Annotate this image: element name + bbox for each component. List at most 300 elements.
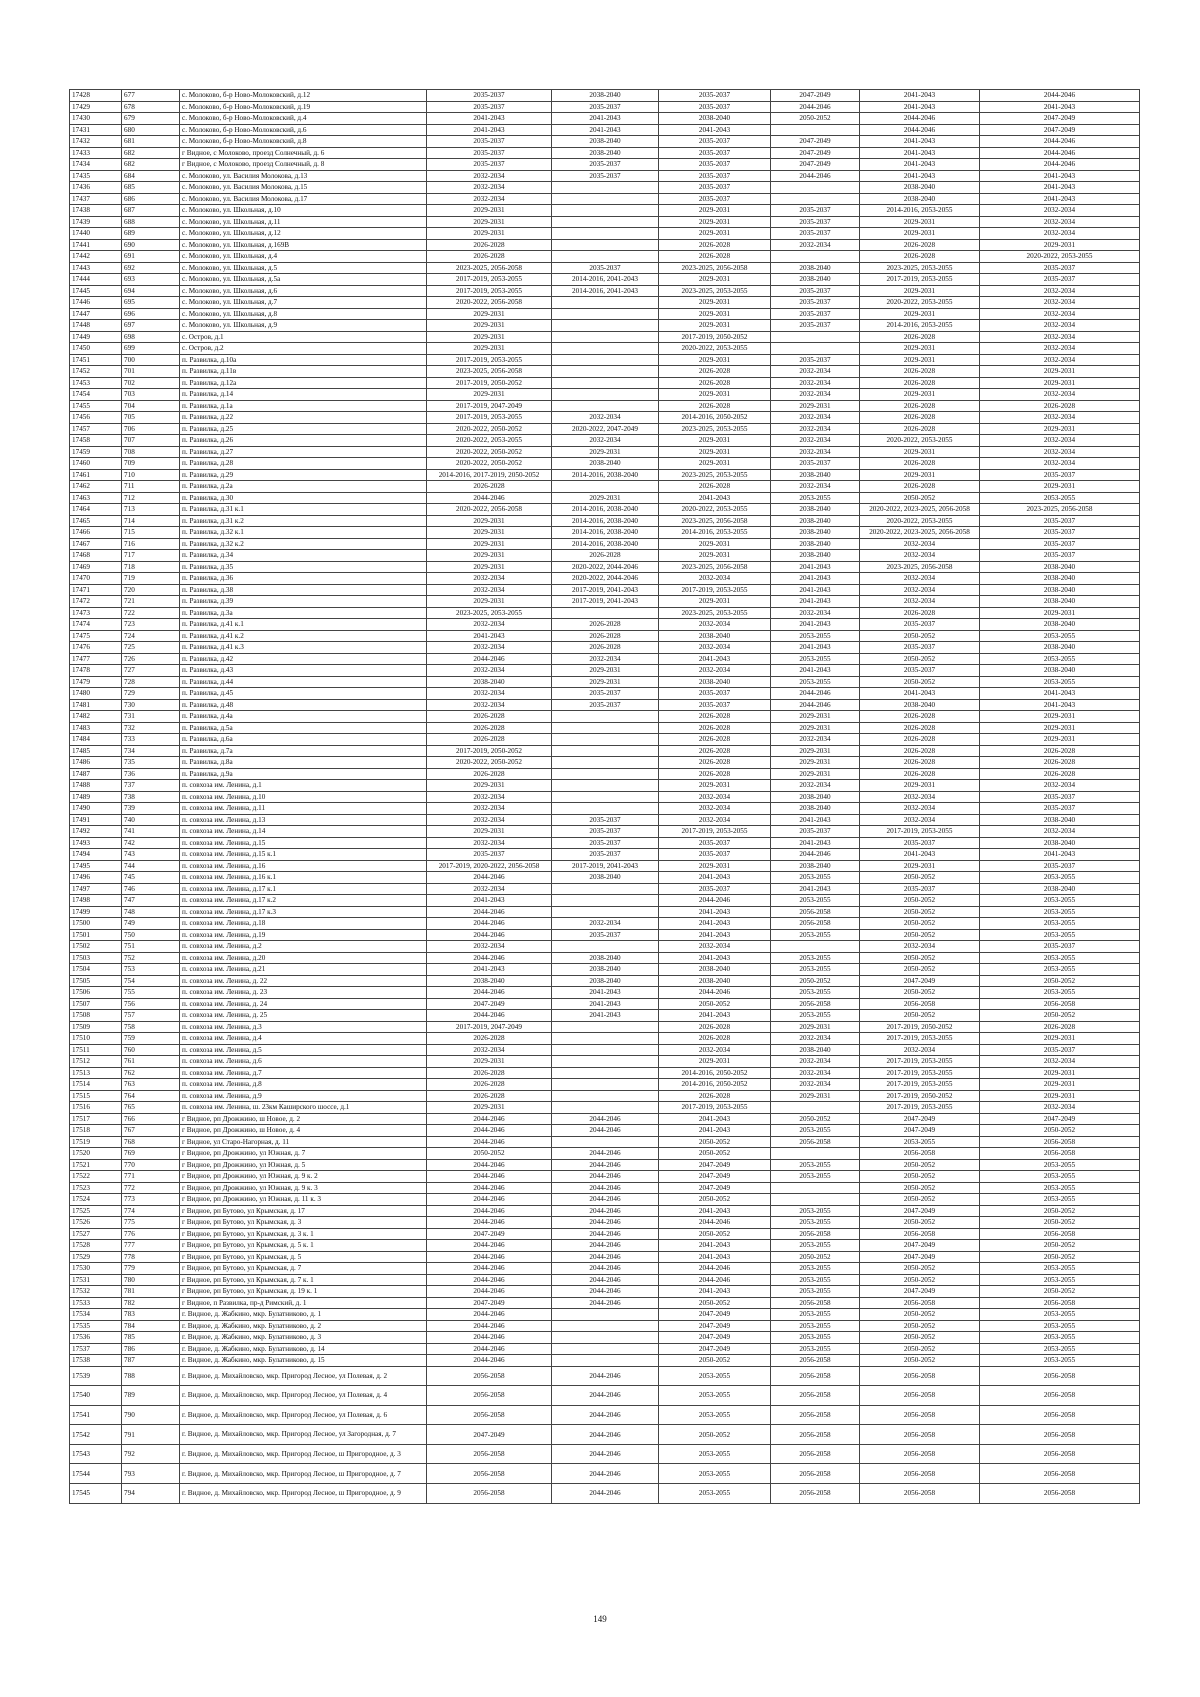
- period-cell-4: 2053-2055: [771, 1010, 860, 1022]
- period-cell-2: [552, 251, 659, 263]
- period-cell-6: 2032-2034: [980, 389, 1140, 401]
- row-id-cell: 17519: [70, 1136, 122, 1148]
- period-cell-6: 2056-2058: [980, 1386, 1140, 1406]
- table-row: [70, 124, 1140, 136]
- row-id-cell: 17468: [70, 550, 122, 562]
- table-row: [70, 803, 1140, 815]
- address-cell: п. совхоза им. Ленина, д.13: [180, 814, 427, 826]
- row-id-cell: 17457: [70, 423, 122, 435]
- table-row: [70, 964, 1140, 976]
- period-cell-5: 2056-2058: [860, 1444, 980, 1464]
- table-row: [70, 1251, 1140, 1263]
- period-cell-2: [552, 1079, 659, 1091]
- period-cell-5: 2017-2019, 2053-2055: [860, 1033, 980, 1045]
- period-cell-6: 2038-2040: [980, 584, 1140, 596]
- period-cell-5: 2038-2040: [860, 699, 980, 711]
- row-id-cell: 17471: [70, 584, 122, 596]
- period-cell-4: 2053-2055: [771, 895, 860, 907]
- row-number-cell: 688: [122, 216, 180, 228]
- period-cell-4: 2032-2034: [771, 734, 860, 746]
- period-cell-1: 2017-2019, 2053-2055: [427, 274, 552, 286]
- table-row: [70, 400, 1140, 412]
- period-cell-6: 2053-2055: [980, 1171, 1140, 1183]
- period-cell-1: 2029-2031: [427, 343, 552, 355]
- period-cell-3: 2035-2037: [659, 182, 771, 194]
- address-cell: г Видное, рп Дрожжино, ул Южная, д. 9 к. 3: [180, 1182, 427, 1194]
- period-cell-1: 2044-2046: [427, 987, 552, 999]
- period-cell-4: 2047-2049: [771, 159, 860, 171]
- period-cell-2: [552, 1320, 659, 1332]
- table-row: [70, 1263, 1140, 1275]
- period-cell-4: 2053-2055: [771, 653, 860, 665]
- period-cell-3: 2035-2037: [659, 136, 771, 148]
- row-number-cell: 794: [122, 1484, 180, 1504]
- period-cell-4: 2038-2040: [771, 504, 860, 516]
- period-cell-1: 2023-2025, 2053-2055: [427, 607, 552, 619]
- period-cell-3: 2035-2037: [659, 883, 771, 895]
- row-id-cell: 17472: [70, 596, 122, 608]
- period-cell-2: 2044-2046: [552, 1263, 659, 1275]
- row-number-cell: 769: [122, 1148, 180, 1160]
- period-cell-2: 2044-2046: [552, 1159, 659, 1171]
- period-cell-2: 2044-2046: [552, 1366, 659, 1386]
- period-cell-2: [552, 895, 659, 907]
- period-cell-6: 2050-2052: [980, 1286, 1140, 1298]
- period-cell-5: 2050-2052: [860, 1332, 980, 1344]
- row-id-cell: 17436: [70, 182, 122, 194]
- row-number-cell: 730: [122, 699, 180, 711]
- period-cell-6: 2026-2028: [980, 1021, 1140, 1033]
- period-cell-3: 2026-2028: [659, 745, 771, 757]
- period-cell-5: 2041-2043: [860, 849, 980, 861]
- period-cell-6: 2053-2055: [980, 630, 1140, 642]
- address-cell: п. совхоза им. Ленина, д.16: [180, 860, 427, 872]
- period-cell-4: 2029-2031: [771, 1021, 860, 1033]
- period-cell-5: 2026-2028: [860, 331, 980, 343]
- table-row: [70, 366, 1140, 378]
- period-cell-6: 2032-2034: [980, 216, 1140, 228]
- period-cell-6: 2053-2055: [980, 918, 1140, 930]
- address-cell: п. совхоза им. Ленина, д.20: [180, 952, 427, 964]
- row-number-cell: 790: [122, 1405, 180, 1425]
- period-cell-4: 2038-2040: [771, 803, 860, 815]
- row-id-cell: 17488: [70, 780, 122, 792]
- period-cell-4: 2053-2055: [771, 492, 860, 504]
- period-cell-6: 2041-2043: [980, 688, 1140, 700]
- period-cell-6: 2032-2034: [980, 1056, 1140, 1068]
- table-row: [70, 90, 1140, 102]
- period-cell-1: 2026-2028: [427, 711, 552, 723]
- period-cell-2: 2044-2046: [552, 1182, 659, 1194]
- period-cell-4: 2038-2040: [771, 791, 860, 803]
- period-cell-2: [552, 1332, 659, 1344]
- period-cell-3: 2029-2031: [659, 216, 771, 228]
- period-cell-6: 2026-2028: [980, 745, 1140, 757]
- period-cell-2: [552, 331, 659, 343]
- period-cell-4: 2035-2037: [771, 354, 860, 366]
- address-cell: г Видное, рп Дрожжино, ш Новое, д. 2: [180, 1113, 427, 1125]
- period-cell-6: 2038-2040: [980, 642, 1140, 654]
- table-row: [70, 412, 1140, 424]
- table-row: [70, 906, 1140, 918]
- row-id-cell: 17458: [70, 435, 122, 447]
- period-cell-1: 2020-2022, 2050-2052: [427, 446, 552, 458]
- period-cell-2: [552, 297, 659, 309]
- period-cell-3: 2047-2049: [659, 1343, 771, 1355]
- row-id-cell: 17487: [70, 768, 122, 780]
- row-id-cell: 17453: [70, 377, 122, 389]
- period-cell-6: 2044-2046: [980, 90, 1140, 102]
- row-id-cell: 17496: [70, 872, 122, 884]
- period-cell-6: 2032-2034: [980, 297, 1140, 309]
- table-row: [70, 504, 1140, 516]
- period-cell-2: 2044-2046: [552, 1228, 659, 1240]
- address-cell: п. совхоза им. Ленина, д.5: [180, 1044, 427, 1056]
- period-cell-2: [552, 941, 659, 953]
- period-cell-4: 2056-2058: [771, 1405, 860, 1425]
- table-row: [70, 837, 1140, 849]
- period-cell-6: 2053-2055: [980, 964, 1140, 976]
- period-cell-1: 2029-2031: [427, 515, 552, 527]
- period-cell-6: 2029-2031: [980, 481, 1140, 493]
- period-cell-1: 2017-2019, 2053-2055: [427, 285, 552, 297]
- period-cell-1: 2032-2034: [427, 699, 552, 711]
- period-cell-6: 2053-2055: [980, 906, 1140, 918]
- period-cell-2: 2044-2046: [552, 1484, 659, 1504]
- period-cell-4: 2053-2055: [771, 964, 860, 976]
- row-number-cell: 741: [122, 826, 180, 838]
- period-cell-1: 2041-2043: [427, 630, 552, 642]
- period-cell-2: [552, 216, 659, 228]
- row-number-cell: 752: [122, 952, 180, 964]
- address-cell: п. совхоза им. Ленина, д.9: [180, 1090, 427, 1102]
- period-cell-4: 2053-2055: [771, 952, 860, 964]
- row-number-cell: 780: [122, 1274, 180, 1286]
- row-id-cell: 17447: [70, 308, 122, 320]
- period-cell-3: 2029-2031: [659, 780, 771, 792]
- period-cell-1: 2050-2052: [427, 1148, 552, 1160]
- period-cell-1: 2056-2058: [427, 1366, 552, 1386]
- period-cell-6: 2032-2034: [980, 780, 1140, 792]
- address-cell: с. Остров, д.2: [180, 343, 427, 355]
- row-id-cell: 17490: [70, 803, 122, 815]
- period-cell-6: 2038-2040: [980, 837, 1140, 849]
- table-row: [70, 1240, 1140, 1252]
- table-row: [70, 481, 1140, 493]
- period-cell-3: 2026-2028: [659, 366, 771, 378]
- period-cell-4: 2038-2040: [771, 469, 860, 481]
- row-id-cell: 17528: [70, 1240, 122, 1252]
- period-cell-3: 2026-2028: [659, 1033, 771, 1045]
- period-cell-6: 2041-2043: [980, 170, 1140, 182]
- period-cell-6: 2029-2031: [980, 722, 1140, 734]
- period-cell-3: 2047-2049: [659, 1182, 771, 1194]
- period-cell-6: 2053-2055: [980, 1182, 1140, 1194]
- period-cell-5: 2017-2019, 2050-2052: [860, 1021, 980, 1033]
- period-cell-1: 2029-2031: [427, 538, 552, 550]
- period-cell-5: 2017-2019, 2050-2052: [860, 1090, 980, 1102]
- period-cell-6: 2029-2031: [980, 607, 1140, 619]
- row-id-cell: 17515: [70, 1090, 122, 1102]
- period-cell-5: 2026-2028: [860, 745, 980, 757]
- table-row: [70, 918, 1140, 930]
- address-cell: г. Видное, д. Михайловско, мкр. Пригород Лесное, ш Пригородное, д. 9: [180, 1484, 427, 1504]
- period-cell-1: 2029-2031: [427, 331, 552, 343]
- period-cell-2: 2029-2031: [552, 676, 659, 688]
- period-cell-4: 2032-2034: [771, 446, 860, 458]
- row-number-cell: 696: [122, 308, 180, 320]
- address-cell: п. совхоза им. Ленина, д.8: [180, 1079, 427, 1091]
- period-cell-2: 2038-2040: [552, 90, 659, 102]
- period-cell-5: 2026-2028: [860, 366, 980, 378]
- period-cell-2: 2038-2040: [552, 964, 659, 976]
- period-cell-5: 2017-2019, 2053-2055: [860, 826, 980, 838]
- row-id-cell: 17443: [70, 262, 122, 274]
- period-cell-6: 2035-2037: [980, 527, 1140, 539]
- row-id-cell: 17537: [70, 1343, 122, 1355]
- period-cell-2: 2038-2040: [552, 872, 659, 884]
- period-cell-4: 2053-2055: [771, 1263, 860, 1275]
- row-number-cell: 789: [122, 1386, 180, 1406]
- period-cell-6: 2032-2034: [980, 343, 1140, 355]
- period-cell-1: 2044-2046: [427, 1182, 552, 1194]
- table-row: [70, 1332, 1140, 1344]
- period-cell-5: 2032-2034: [860, 803, 980, 815]
- address-cell: г. Видное, д. Михайловско, мкр. Пригород Лесное, ул Полевая, д. 6: [180, 1405, 427, 1425]
- period-cell-6: 2041-2043: [980, 193, 1140, 205]
- table-row: [70, 1148, 1140, 1160]
- period-cell-5: 2029-2031: [860, 228, 980, 240]
- period-cell-3: 2032-2034: [659, 642, 771, 654]
- period-cell-3: 2035-2037: [659, 688, 771, 700]
- period-cell-4: 2041-2043: [771, 619, 860, 631]
- period-cell-4: 2035-2037: [771, 320, 860, 332]
- address-cell: г Видное, рп Бутово, ул Крымская, д. 3 к. 1: [180, 1228, 427, 1240]
- period-cell-1: 2029-2031: [427, 561, 552, 573]
- period-cell-5: 2047-2049: [860, 975, 980, 987]
- row-number-cell: 705: [122, 412, 180, 424]
- table-row: [70, 1171, 1140, 1183]
- period-cell-2: 2035-2037: [552, 262, 659, 274]
- period-cell-3: 2017-2019, 2053-2055: [659, 584, 771, 596]
- period-cell-3: 2026-2028: [659, 757, 771, 769]
- period-cell-3: 2029-2031: [659, 458, 771, 470]
- period-cell-3: 2050-2052: [659, 1297, 771, 1309]
- row-number-cell: 690: [122, 239, 180, 251]
- period-cell-5: 2026-2028: [860, 458, 980, 470]
- period-cell-2: 2020-2022, 2044-2046: [552, 573, 659, 585]
- period-cell-5: 2026-2028: [860, 722, 980, 734]
- table-row: [70, 297, 1140, 309]
- address-cell: г Видное, рп Бутово, ул Крымская, д. 5: [180, 1251, 427, 1263]
- period-cell-2: 2035-2037: [552, 814, 659, 826]
- period-cell-2: 2038-2040: [552, 136, 659, 148]
- period-cell-5: 2053-2055: [860, 1136, 980, 1148]
- period-cell-1: 2032-2034: [427, 665, 552, 677]
- row-number-cell: 700: [122, 354, 180, 366]
- period-cell-6: 2023-2025, 2056-2058: [980, 504, 1140, 516]
- row-number-cell: 784: [122, 1320, 180, 1332]
- period-cell-4: 2056-2058: [771, 1297, 860, 1309]
- row-id-cell: 17485: [70, 745, 122, 757]
- period-cell-6: 2053-2055: [980, 1194, 1140, 1206]
- period-cell-1: 2020-2022, 2050-2052: [427, 458, 552, 470]
- period-cell-3: 2035-2037: [659, 193, 771, 205]
- row-id-cell: 17477: [70, 653, 122, 665]
- period-cell-4: 2035-2037: [771, 216, 860, 228]
- period-cell-5: 2050-2052: [860, 1343, 980, 1355]
- period-cell-6: 2053-2055: [980, 1159, 1140, 1171]
- row-id-cell: 17456: [70, 412, 122, 424]
- address-cell: г Видное, рп Бутово, ул Крымская, д. 19 к. 1: [180, 1286, 427, 1298]
- period-cell-2: [552, 906, 659, 918]
- period-cell-6: 2035-2037: [980, 1044, 1140, 1056]
- address-cell: г. Видное, д. Михайловско, мкр. Пригород Лесное, ш Пригородное, д. 7: [180, 1464, 427, 1484]
- period-cell-5: 2047-2049: [860, 1251, 980, 1263]
- period-cell-2: [552, 182, 659, 194]
- row-id-cell: 17512: [70, 1056, 122, 1068]
- page-number: 149: [593, 1614, 607, 1624]
- period-cell-4: 2050-2052: [771, 975, 860, 987]
- address-cell: п. Развилка, д.12а: [180, 377, 427, 389]
- row-number-cell: 756: [122, 998, 180, 1010]
- period-cell-2: 2038-2040: [552, 975, 659, 987]
- row-id-cell: 17474: [70, 619, 122, 631]
- address-cell: п. совхоза им. Ленина, д.6: [180, 1056, 427, 1068]
- period-cell-1: 2041-2043: [427, 895, 552, 907]
- table-row: [70, 699, 1140, 711]
- table-row: [70, 343, 1140, 355]
- row-id-cell: 17478: [70, 665, 122, 677]
- address-cell: п. совхоза им. Ленина, д.7: [180, 1067, 427, 1079]
- period-cell-3: 2041-2043: [659, 872, 771, 884]
- row-number-cell: 715: [122, 527, 180, 539]
- address-cell: г. Видное, д. Жабкино, мкр. Булатниково, д. 1: [180, 1309, 427, 1321]
- period-cell-6: 2032-2034: [980, 228, 1140, 240]
- period-cell-6: 2032-2034: [980, 331, 1140, 343]
- table-row: [70, 1194, 1140, 1206]
- row-id-cell: 17433: [70, 147, 122, 159]
- period-cell-3: 2029-2031: [659, 446, 771, 458]
- period-cell-2: 2014-2016, 2038-2040: [552, 504, 659, 516]
- period-cell-2: [552, 354, 659, 366]
- period-cell-5: 2032-2034: [860, 596, 980, 608]
- period-cell-6: 2056-2058: [980, 1425, 1140, 1445]
- period-cell-1: 2026-2028: [427, 1067, 552, 1079]
- period-cell-5: 2020-2022, 2023-2025, 2056-2058: [860, 504, 980, 516]
- row-id-cell: 17483: [70, 722, 122, 734]
- period-cell-5: 2050-2052: [860, 1309, 980, 1321]
- period-cell-1: 2032-2034: [427, 791, 552, 803]
- address-cell: г Видное, с Молоково, проезд Солнечный, д. 6: [180, 147, 427, 159]
- row-number-cell: 737: [122, 780, 180, 792]
- period-cell-5: 2050-2052: [860, 906, 980, 918]
- period-cell-1: 2026-2028: [427, 768, 552, 780]
- period-cell-5: 2029-2031: [860, 354, 980, 366]
- period-cell-2: [552, 607, 659, 619]
- row-id-cell: 17435: [70, 170, 122, 182]
- period-cell-2: 2044-2046: [552, 1240, 659, 1252]
- period-cell-4: [771, 343, 860, 355]
- period-cell-4: 2053-2055: [771, 676, 860, 688]
- period-cell-5: 2029-2031: [860, 446, 980, 458]
- row-number-cell: 727: [122, 665, 180, 677]
- period-cell-1: 2026-2028: [427, 481, 552, 493]
- table-row: [70, 251, 1140, 263]
- period-cell-2: 2017-2019, 2041-2043: [552, 860, 659, 872]
- address-cell: г Видное, рп Дрожжино, ул Южная, д. 9 к. 2: [180, 1171, 427, 1183]
- period-cell-5: 2014-2016, 2053-2055: [860, 320, 980, 332]
- period-cell-5: 2026-2028: [860, 423, 980, 435]
- period-cell-3: 2023-2025, 2053-2055: [659, 423, 771, 435]
- period-cell-1: 2026-2028: [427, 251, 552, 263]
- row-id-cell: 17539: [70, 1366, 122, 1386]
- period-cell-6: 2053-2055: [980, 872, 1140, 884]
- row-number-cell: 749: [122, 918, 180, 930]
- row-id-cell: 17452: [70, 366, 122, 378]
- period-cell-6: 2029-2031: [980, 423, 1140, 435]
- row-number-cell: 778: [122, 1251, 180, 1263]
- period-cell-6: 2050-2052: [980, 975, 1140, 987]
- period-cell-1: 2029-2031: [427, 308, 552, 320]
- row-number-cell: 776: [122, 1228, 180, 1240]
- row-number-cell: 681: [122, 136, 180, 148]
- address-cell: п. Развилка, д.2а: [180, 481, 427, 493]
- period-cell-6: 2035-2037: [980, 803, 1140, 815]
- period-cell-3: 2050-2052: [659, 1148, 771, 1160]
- period-cell-5: 2032-2034: [860, 584, 980, 596]
- period-cell-1: 2044-2046: [427, 1125, 552, 1137]
- period-cell-3: 2023-2025, 2053-2055: [659, 285, 771, 297]
- period-cell-1: 2032-2034: [427, 584, 552, 596]
- period-cell-3: 2041-2043: [659, 653, 771, 665]
- period-cell-3: 2029-2031: [659, 205, 771, 217]
- address-cell: с. Молоково, ул. Василия Молокова, д.17: [180, 193, 427, 205]
- row-id-cell: 17506: [70, 987, 122, 999]
- address-cell: п. совхоза им. Ленина, д. 25: [180, 1010, 427, 1022]
- table-row: [70, 469, 1140, 481]
- row-number-cell: 704: [122, 400, 180, 412]
- period-cell-6: 2056-2058: [980, 1405, 1140, 1425]
- period-cell-6: 2053-2055: [980, 653, 1140, 665]
- row-number-cell: 691: [122, 251, 180, 263]
- period-cell-1: 2044-2046: [427, 653, 552, 665]
- period-cell-1: 2044-2046: [427, 492, 552, 504]
- row-number-cell: 782: [122, 1297, 180, 1309]
- period-cell-6: 2050-2052: [980, 1010, 1140, 1022]
- row-id-cell: 17518: [70, 1125, 122, 1137]
- period-cell-5: 2017-2019, 2053-2055: [860, 1102, 980, 1114]
- period-cell-2: 2044-2046: [552, 1217, 659, 1229]
- period-cell-1: 2026-2028: [427, 1090, 552, 1102]
- period-cell-3: 2032-2034: [659, 1044, 771, 1056]
- row-id-cell: 17445: [70, 285, 122, 297]
- period-cell-6: 2053-2055: [980, 952, 1140, 964]
- period-cell-2: [552, 1044, 659, 1056]
- row-id-cell: 17473: [70, 607, 122, 619]
- address-cell: г Видное, ул Старо-Нагорная, д. 11: [180, 1136, 427, 1148]
- period-cell-3: 2050-2052: [659, 998, 771, 1010]
- period-cell-1: 2041-2043: [427, 124, 552, 136]
- period-cell-1: 2032-2034: [427, 941, 552, 953]
- row-number-cell: 693: [122, 274, 180, 286]
- period-cell-2: 2044-2046: [552, 1405, 659, 1425]
- address-cell: г Видное, п Развилка, пр-д Римский, д. 1: [180, 1297, 427, 1309]
- row-id-cell: 17545: [70, 1484, 122, 1504]
- period-cell-3: 2053-2055: [659, 1444, 771, 1464]
- period-cell-4: 2032-2034: [771, 377, 860, 389]
- table-row: [70, 458, 1140, 470]
